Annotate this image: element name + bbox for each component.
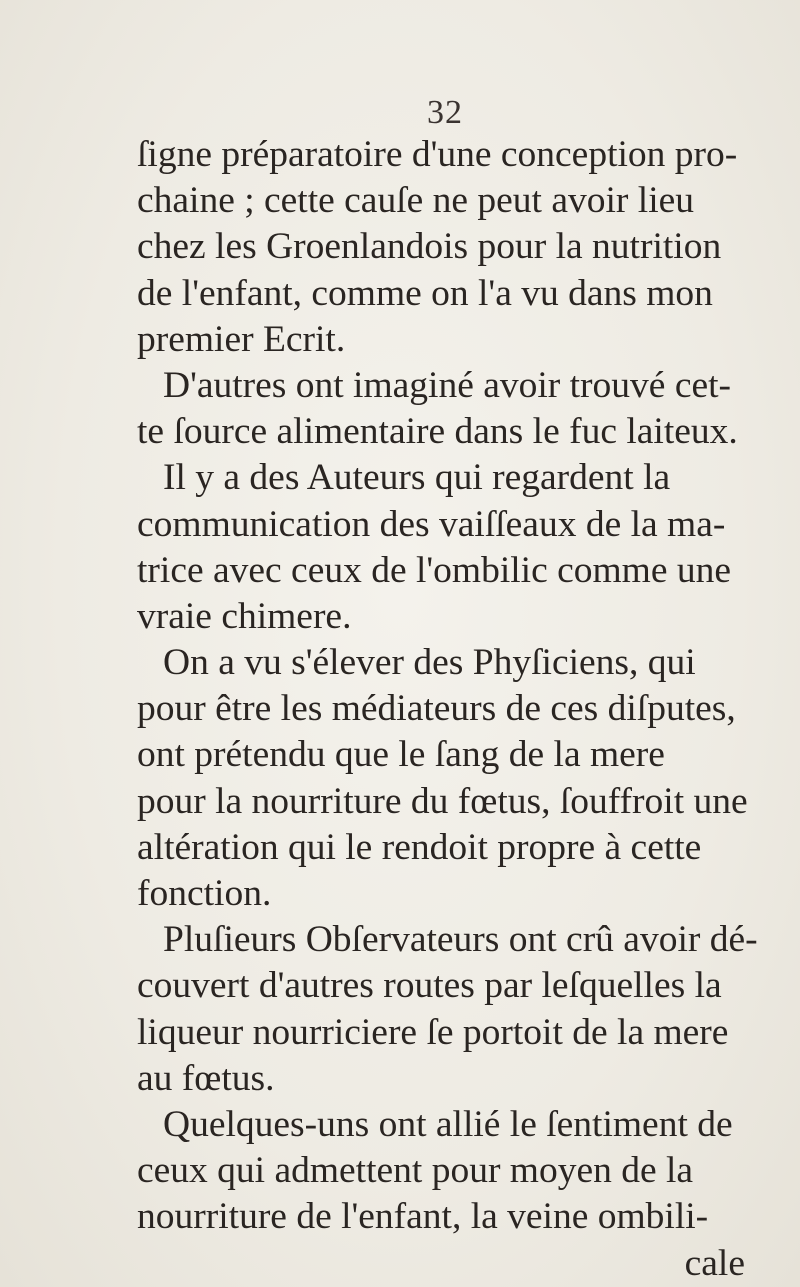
text-line: de l'enfant, comme on l'a vu dans mon bbox=[137, 272, 713, 314]
text-line: liqueur nourriciere ſe portoit de la mere bbox=[137, 1011, 729, 1053]
text-line: pour être les médiateurs de ces diſputes, bbox=[137, 688, 736, 730]
text-line: ceux qui admettent pour moyen de la bbox=[137, 1150, 694, 1192]
text-line: Pluſieurs Obſervateurs ont crû avoir dé- bbox=[163, 919, 758, 961]
text-line: trice avec ceux de l'ombilic comme une bbox=[137, 549, 731, 591]
text-line: premier Ecrit. bbox=[137, 318, 346, 360]
text-line: au fœtus. bbox=[137, 1057, 275, 1099]
text-line: fonction. bbox=[137, 873, 272, 914]
text-line: ont prétendu que le ſang de la mere bbox=[137, 734, 665, 776]
text-line: chez les Groenlandois pour la nutrition bbox=[137, 226, 722, 268]
text-line: communication des vaiſſeaux de la ma- bbox=[137, 503, 726, 545]
text-line: ſigne préparatoire d'une conception pro- bbox=[137, 134, 738, 175]
page-number: 32 bbox=[427, 94, 463, 131]
text-line: Quelques-uns ont allié le ſentiment de bbox=[163, 1103, 733, 1145]
text-line: pour la nourriture du fœtus, ſouffroit une bbox=[137, 780, 748, 822]
text-line: altération qui le rendoit propre à cette bbox=[137, 826, 702, 868]
text-line: nourriture de l'enfant, la veine ombili- bbox=[137, 1196, 709, 1238]
text-line: te ſource alimentaire dans le fuc laiteux. bbox=[137, 411, 738, 453]
text-line: On a vu s'élever des Phyſiciens, qui bbox=[163, 642, 696, 684]
text-line: chaine ; cette cauſe ne peut avoir lieu bbox=[137, 180, 695, 222]
catchword: cale bbox=[684, 1242, 745, 1284]
text-line: Il y a des Auteurs qui regardent la bbox=[163, 457, 671, 499]
text-line: vraie chimere. bbox=[137, 595, 352, 637]
text-line: D'autres ont imaginé avoir trouvé cet- bbox=[163, 364, 732, 406]
body-text bbox=[137, 132, 777, 1287]
text-line: couvert d'autres routes par leſquelles la bbox=[137, 965, 722, 1007]
